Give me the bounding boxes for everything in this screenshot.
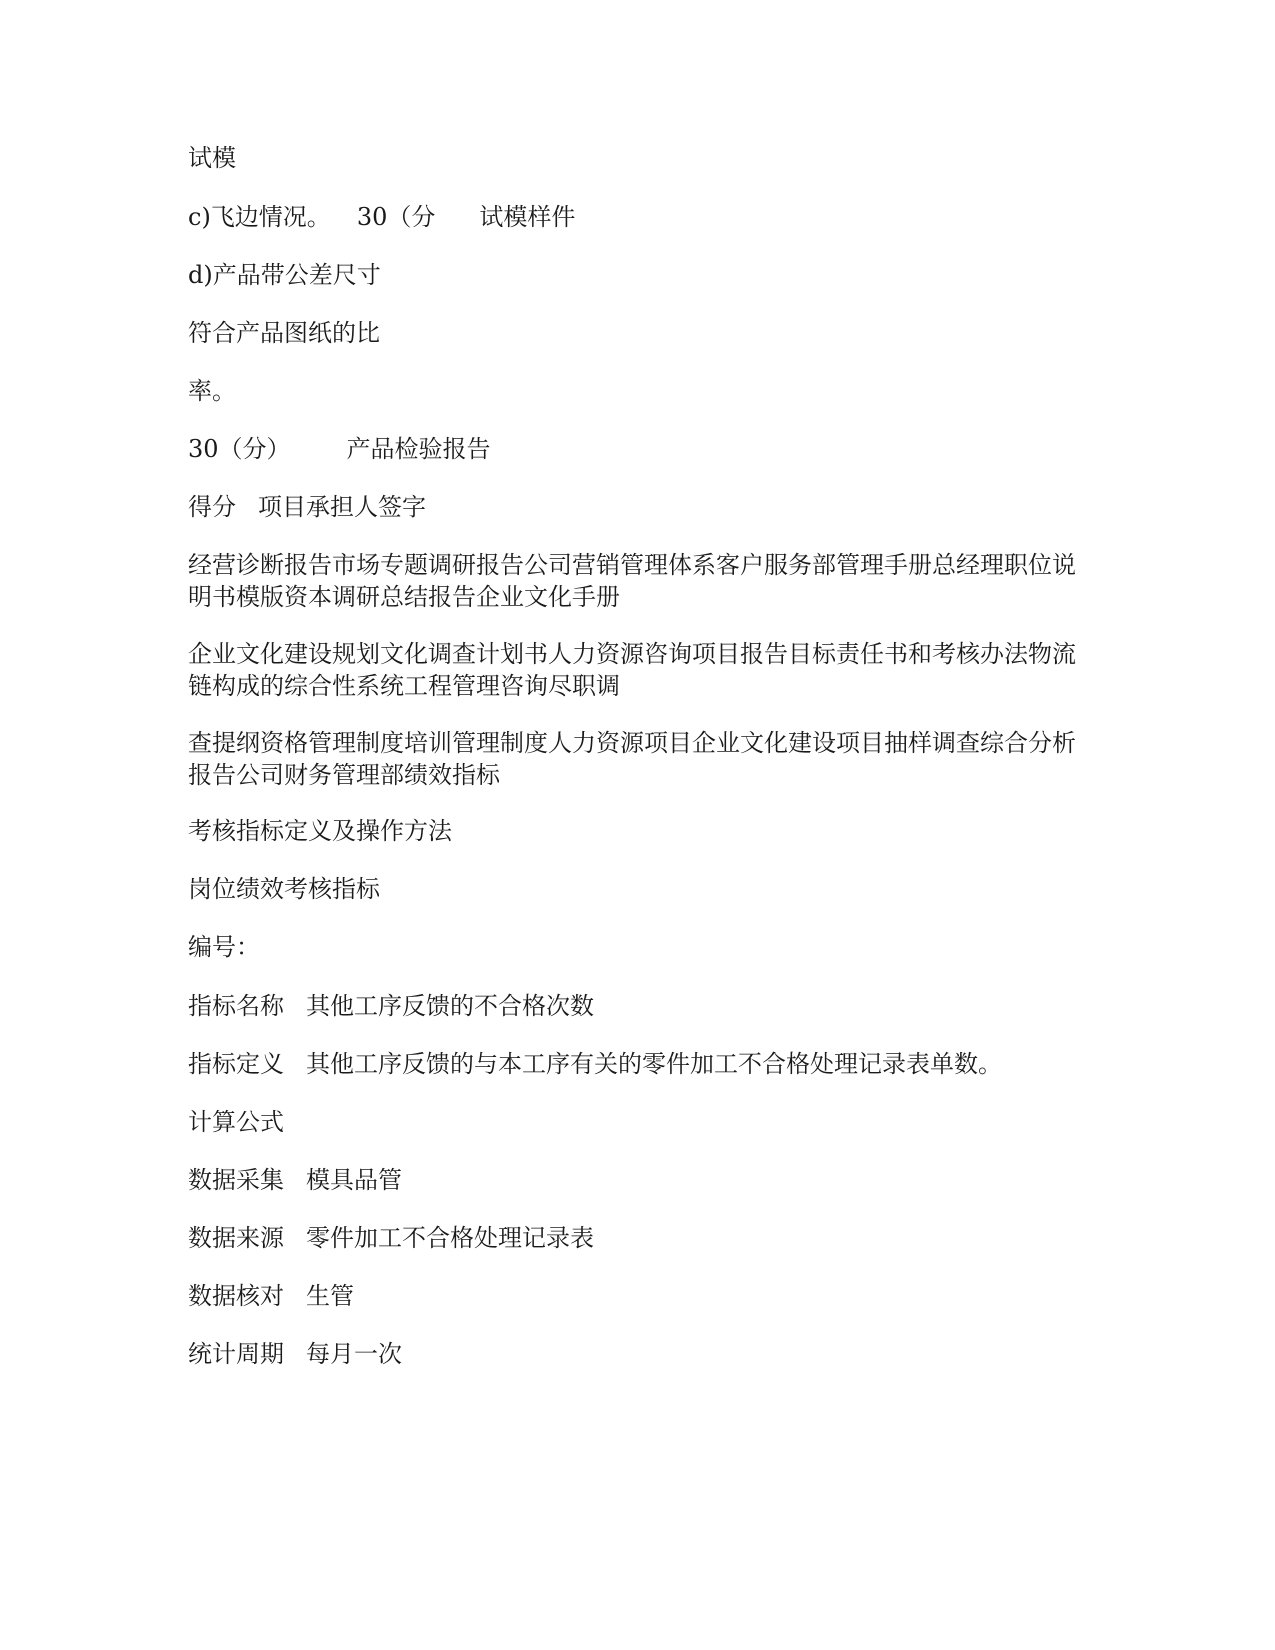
field-row [188, 990, 594, 1022]
paragraph-reports-3: 查提纲资格管理制度培训管理制度人力资源项目企业文化建设项目抽样调查综合分析报告公司财务管理部绩效指标 [188, 729, 1076, 789]
field-value: 每月一次 [306, 1340, 402, 1368]
paragraph-reports-1: 经营诊断报告市场专题调研报告公司营销管理体系客户服务部管理手册总经理职位说明书模版资本调研总结报告企业文化手册 [188, 551, 1076, 611]
text-line-drawing [188, 317, 380, 349]
text-line-score [188, 491, 426, 523]
score-label: 得分 [188, 493, 236, 521]
field-row [188, 1164, 402, 1196]
inspection-report-text: 产品检验报告 [346, 435, 491, 463]
field-row [188, 1048, 1002, 1080]
field-label: 统计周期 [188, 1340, 284, 1368]
flash-condition-text: c)飞边情况。 [188, 203, 331, 231]
field-value: 零件加工不合格处理记录表 [306, 1224, 594, 1252]
drawing-text: 符合产品图纸的比 [188, 319, 380, 347]
field-row [188, 1106, 306, 1138]
signature-label: 项目承担人签字 [258, 493, 426, 521]
inspection-score-text: 30（分） [188, 435, 291, 463]
tolerance-text: d)产品带公差尺寸 [188, 261, 381, 289]
field-label: 数据来源 [188, 1224, 284, 1252]
text-line-flash [188, 201, 575, 233]
flash-score-text: 30（分 [356, 203, 436, 231]
field-label: 计算公式 [188, 1108, 284, 1136]
field-label: 指标名称 [188, 992, 284, 1020]
paragraph-reports-2: 企业文化建设规划文化调查计划书人力资源咨询项目报告目标责任书和考核办法物流链构成的综合性系统工程管理咨询尽职调 [188, 640, 1076, 700]
field-row [188, 1280, 354, 1312]
text-line-trial-mold [188, 142, 236, 174]
trial-mold-text: 试模 [188, 144, 236, 172]
section-heading-kpi: 岗位绩效考核指标 [188, 875, 380, 903]
field-label: 指标定义 [188, 1050, 284, 1078]
field-value: 其他工序反馈的与本工序有关的零件加工不合格处理记录表单数。 [306, 1050, 1002, 1078]
field-label: 数据核对 [188, 1282, 284, 1310]
field-label: 数据采集 [188, 1166, 284, 1194]
text-line-tolerance [188, 259, 381, 291]
number-label: 编号： [188, 933, 260, 961]
text-line-rate [188, 375, 236, 407]
text-line-inspection [188, 433, 491, 465]
field-value: 模具品管 [306, 1166, 402, 1194]
field-value: 生管 [306, 1282, 354, 1310]
section-heading-definition: 考核指标定义及操作方法 [188, 817, 452, 845]
flash-evidence-text: 试模样件 [479, 203, 576, 231]
rate-text: 率。 [188, 377, 236, 405]
field-value: 其他工序反馈的不合格次数 [306, 992, 594, 1020]
field-row [188, 1222, 594, 1254]
field-row [188, 1338, 402, 1370]
